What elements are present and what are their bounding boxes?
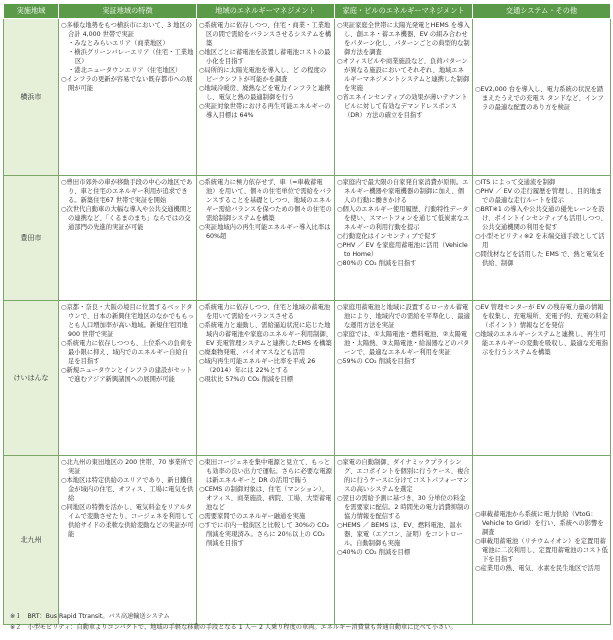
- list-item: ○系統電力と連動し、需給逼迫状況に応じた地域内の蓄電池や家庭のエネルギー利用制御、EV 充電管理システムと連携したEMS を構築: [199, 322, 332, 347]
- header-home-building-energy: 家庭・ビルのエネルギーマネジメント: [335, 4, 473, 19]
- features-cell: [59, 176, 197, 301]
- list-item: ○車載蓄電池から系統に電力供給（VtoG：Vehicle to Grid）を行い、系統への影響を調査: [475, 510, 604, 536]
- list-item: ○東田コージェネを集中電源と見立て、もっとも効率の良い出力で運転。さらに必要な電源は新エネルギーと DR の活用で賄う: [199, 459, 332, 484]
- list-item: ○北九州の東田地区の 200 世帯、70 事業所で実証: [61, 459, 194, 475]
- footnote-small-mobility: ※２ 小型モビリティ：自動車よりコンパクトで、地域の手軽な移動の手段となる 1 人～ 2 人乗り程度の車両。エネルギー消費量も普通自動車に比べて小さい。: [10, 624, 457, 631]
- list-item: ○京都・奈良・大阪の境目に位置するベッドタウンで、日本の新興住宅地区のなかでももっとも人口増加率が高い地域。新規住宅団地900 世帯で実証: [61, 304, 194, 338]
- list-item: ○EV 管理センターが EV の残存電力量の情報を収集し、充電場所、充電予約、充電の料金（ポイント）情報などを発信: [475, 304, 608, 329]
- list-item: ○翌日の需給予測に基づき、30 分単位の料金を需要家に配信。2 時間先の電力消費抑制の協力情報を配信する: [337, 495, 470, 520]
- header-region: 実施地域: [4, 4, 59, 19]
- transport-cell: [473, 19, 611, 176]
- list-item: ○局所的に太陽光電池を導入し、ど の程度のピークシフトが可能かを調査: [199, 67, 327, 83]
- list-item: ○豊田市郊外の車が移動手段の中心の地区であり、車と住宅のエネルギー利用が追求できる。新築住宅67 世帯で実証を開始: [61, 179, 193, 204]
- header-row: [4, 4, 611, 19]
- header-features: 実証地域の特徴: [59, 4, 197, 19]
- list-item: ○80%の CO₂ 削減を目指す: [337, 260, 417, 267]
- list-item: ○59%の CO₂ 削減を目指す: [337, 358, 417, 365]
- list-item: ○家庭用蓄電池と地域に設置するローカル蓄電池により、地域内での需給を平準化し、最適な運用方法を実証: [337, 304, 470, 329]
- list-item: ○BRT※1 の導入や公共交通の優先レーンを設け、ポイントインセンティブも活用しつつ、公共交通機関の利用を促す: [475, 206, 607, 231]
- list-item: ○本地区は特定供給のエリアであり、新日鐵住金が域内の住宅、オフィス、工場に電気を供給: [61, 477, 194, 502]
- list-item: ○行動変化はインセンティブで促す: [337, 233, 437, 240]
- list-item: ○需要家間でのエネルギー融通を実施: [199, 513, 306, 520]
- list-item: ○系統電力に依存しつつも、上位系への負荷を最小限に抑え、域内でのエネルギー自給自足を目指す: [61, 340, 193, 365]
- list-item: ○同地区の特徴を活かし、電気料金をリアルタイムで変動させたり、コージェネを利用して供給サイドの柔軟な供給変動などの実証が可能: [61, 504, 194, 538]
- list-item: ○省エネインセンティブの効果が薄いテナントビルに対して有効なデマンドレスポンス（DR）方法の確立を目指す: [337, 94, 468, 119]
- features-cell: [59, 301, 197, 456]
- features-cell: [59, 19, 197, 176]
- region-cell: 北九州: [4, 456, 59, 625]
- footnote-brt: ※１ BRT：Bus Rapid Ttransit。バス高速輸送システム: [10, 613, 170, 620]
- list-item: ○インフラの更新が容易でない既存都市への展開が可能: [61, 76, 193, 92]
- list-item: ○車載用蓄電池（リチウムイオン）を定置用蓄電池に二次利用し、定置用蓄電池のコスト低下を目指す: [475, 537, 608, 563]
- regional-energy-cell: [197, 176, 335, 301]
- list-item: ○地区ごとに蓄電池を設置し蓄電池コストの最小化を目指す: [199, 49, 331, 65]
- list-item: ○新規ニュータウンとインフラの建設がセットで進むアジア新興諸国への展開が可能: [61, 367, 193, 383]
- regional-energy-cell: [197, 301, 335, 456]
- list-item: ○CEMS の制御対象は、住宅（マンション）、オフィス、商業施設、病院、工場、大型蓄電池など: [199, 486, 332, 511]
- list-item: ○実証対象世帯における再生可能エネルギーの導入目標は 64%: [199, 103, 331, 119]
- list-item: ○実証家庭全世帯に太陽光発電とHEMS を導入し、創エネ・蓄エネ機器、EV の組み合わせをパターン化し、パターンごとの典型的な制御方法を調査: [337, 22, 470, 56]
- list-item: ○小型モビリティ※2 を末端交通手段として活用: [475, 233, 605, 249]
- region-cell: けいはんな: [4, 301, 59, 456]
- list-item: ○オフィスビルや商業施設など、負荷パターンが異なる施設においてそれぞれ、地域エネルギーマネジメントシステムと連携した制御を実施: [337, 58, 470, 92]
- list-item: ○地域冷暖房、廃熱などを電力インフラと連携し、電気と熱の最適制御を行う: [199, 85, 331, 101]
- list-item: ○PHV ／ EV の走行履歴を管理し、目的地までの最適な走行ルートを提示: [475, 188, 603, 204]
- table-row: [4, 176, 611, 301]
- region-cell: 横浜市: [4, 19, 59, 176]
- footnotes: [10, 611, 610, 633]
- list-item: ○家電の自動制御、ダイナミックプライシング、エコポイントを個別に行うケース、複合的に行うケースに分けてコストパフォーマンスの高いシステムを選定: [337, 459, 470, 493]
- list-item: ・みなとみらいエリア（商業地区）: [68, 40, 169, 47]
- list-item: ○家庭内で最大限の自家発自家消費が原則。エネルギー機器や家電機器の制御に加え、個人の行動に働きかける: [337, 179, 469, 204]
- list-item: ○現状比 57%の CO₂ 削減を目標: [199, 376, 294, 383]
- smart-community-table: [3, 3, 611, 625]
- header-transport: 交通システム・その他: [473, 4, 611, 19]
- transport-cell: [473, 176, 611, 301]
- list-item: ○EV2,000 台を導入し、電力系統の状況を踏まえたうえでの充電ス タンドなど、インフラの最適な配置のあり方を検証: [475, 85, 604, 111]
- list-item: ○間伐材などを活用した EMS で、熱と電気を供給、制御: [475, 251, 605, 267]
- home-energy-cell: [335, 301, 473, 456]
- header-regional-energy: 地域のエネルギーマネジメント: [197, 4, 335, 19]
- region-cell: 豊田市: [4, 176, 59, 301]
- list-item: ○家庭では、①太陽電池・燃料電池、②太陽電池・太陽熱、③太陽電池・給湯器などのパターンで、最適なエネルギー利用を実証: [337, 331, 470, 356]
- home-energy-cell: [335, 176, 473, 301]
- list-item: ○個人のエネルギー使用履歴、行動特性データを使い、スマートフォンを通じて低炭素なエネルギーの利用行動を提示: [337, 206, 470, 231]
- regional-energy-cell: [197, 19, 335, 176]
- regional-energy-cell: [197, 456, 335, 625]
- list-item: ○系統電力に依存しつつ、住宅と地域の蓄電池を用いて需給をバランスさせる: [199, 304, 331, 320]
- transport-cell: [473, 456, 611, 625]
- list-item: ○次世代自動車の大幅な導入や公共交通機関との連携など、「くるまのまち」ならではの交通部門の先進的実証が可能: [61, 206, 193, 231]
- table-row: [4, 301, 611, 456]
- table-row: [4, 456, 611, 625]
- list-item: ○PHV ／ EV を家庭用蓄電池に活用（Vehicle to Home）: [337, 242, 468, 258]
- list-item: ○実証地域内の再生可能エネルギー導入比率は 60%超: [199, 224, 331, 240]
- list-item: ○廃棄物発電、バイオマスなども活用: [199, 349, 306, 356]
- list-item: ○産業用の熱、電気、水素を民生地区で活用: [475, 564, 601, 572]
- features-cell: [59, 456, 197, 625]
- list-item: ○系統電力に極力依存せず、車（=車載蓄電池）を用いて、個々の住宅単位で需給をバランスすることを基礎としつつ、地域のエネルギー需給バランスを保つための個々の住宅の需給制御システムを構築: [199, 179, 332, 222]
- list-item: ○域内再生可能エネルギー比率を平成 26（2014）年には 22%とする: [199, 358, 316, 374]
- list-item: ・港北ニュータウンエリア（住宅地区）: [68, 67, 182, 74]
- list-item: ○40%の CO₂ 削減を目標: [337, 549, 411, 556]
- transport-cell: [473, 301, 611, 456]
- table-row: [4, 19, 611, 176]
- list-item: ○すでに市内一般街区と比較して 30%の CO₂ 削減を実現済み。さらに 20％以上の CO₂ 削減を目指す: [199, 522, 330, 547]
- list-item: ○ITS によって交通流を制御: [475, 179, 556, 186]
- list-item: ・横浜グリーンバレーエリア（住宅・工業地区）: [68, 49, 194, 65]
- home-energy-cell: [335, 19, 473, 176]
- list-item: ○系統電力に依存しつつ、住宅・商業・工業地区の間で需給をバランスさせるシステムを構築: [199, 22, 332, 47]
- home-energy-cell: [335, 456, 473, 625]
- list-item: ○地域のエネルギーシステムと連携し、再生可能エネルギーの変動を吸収し、最適な充電指示を行うシステムを構築: [475, 331, 608, 356]
- list-item: ○HEMS ／ BEMS は、EV、燃料電池、温水器、家電（エアコン、証明）をコントロール。自動制御も実施: [337, 522, 463, 547]
- list-item: ○多様な地勢をもつ横浜市において、3 地区の合計 4,000 世帯で実証: [61, 22, 193, 38]
